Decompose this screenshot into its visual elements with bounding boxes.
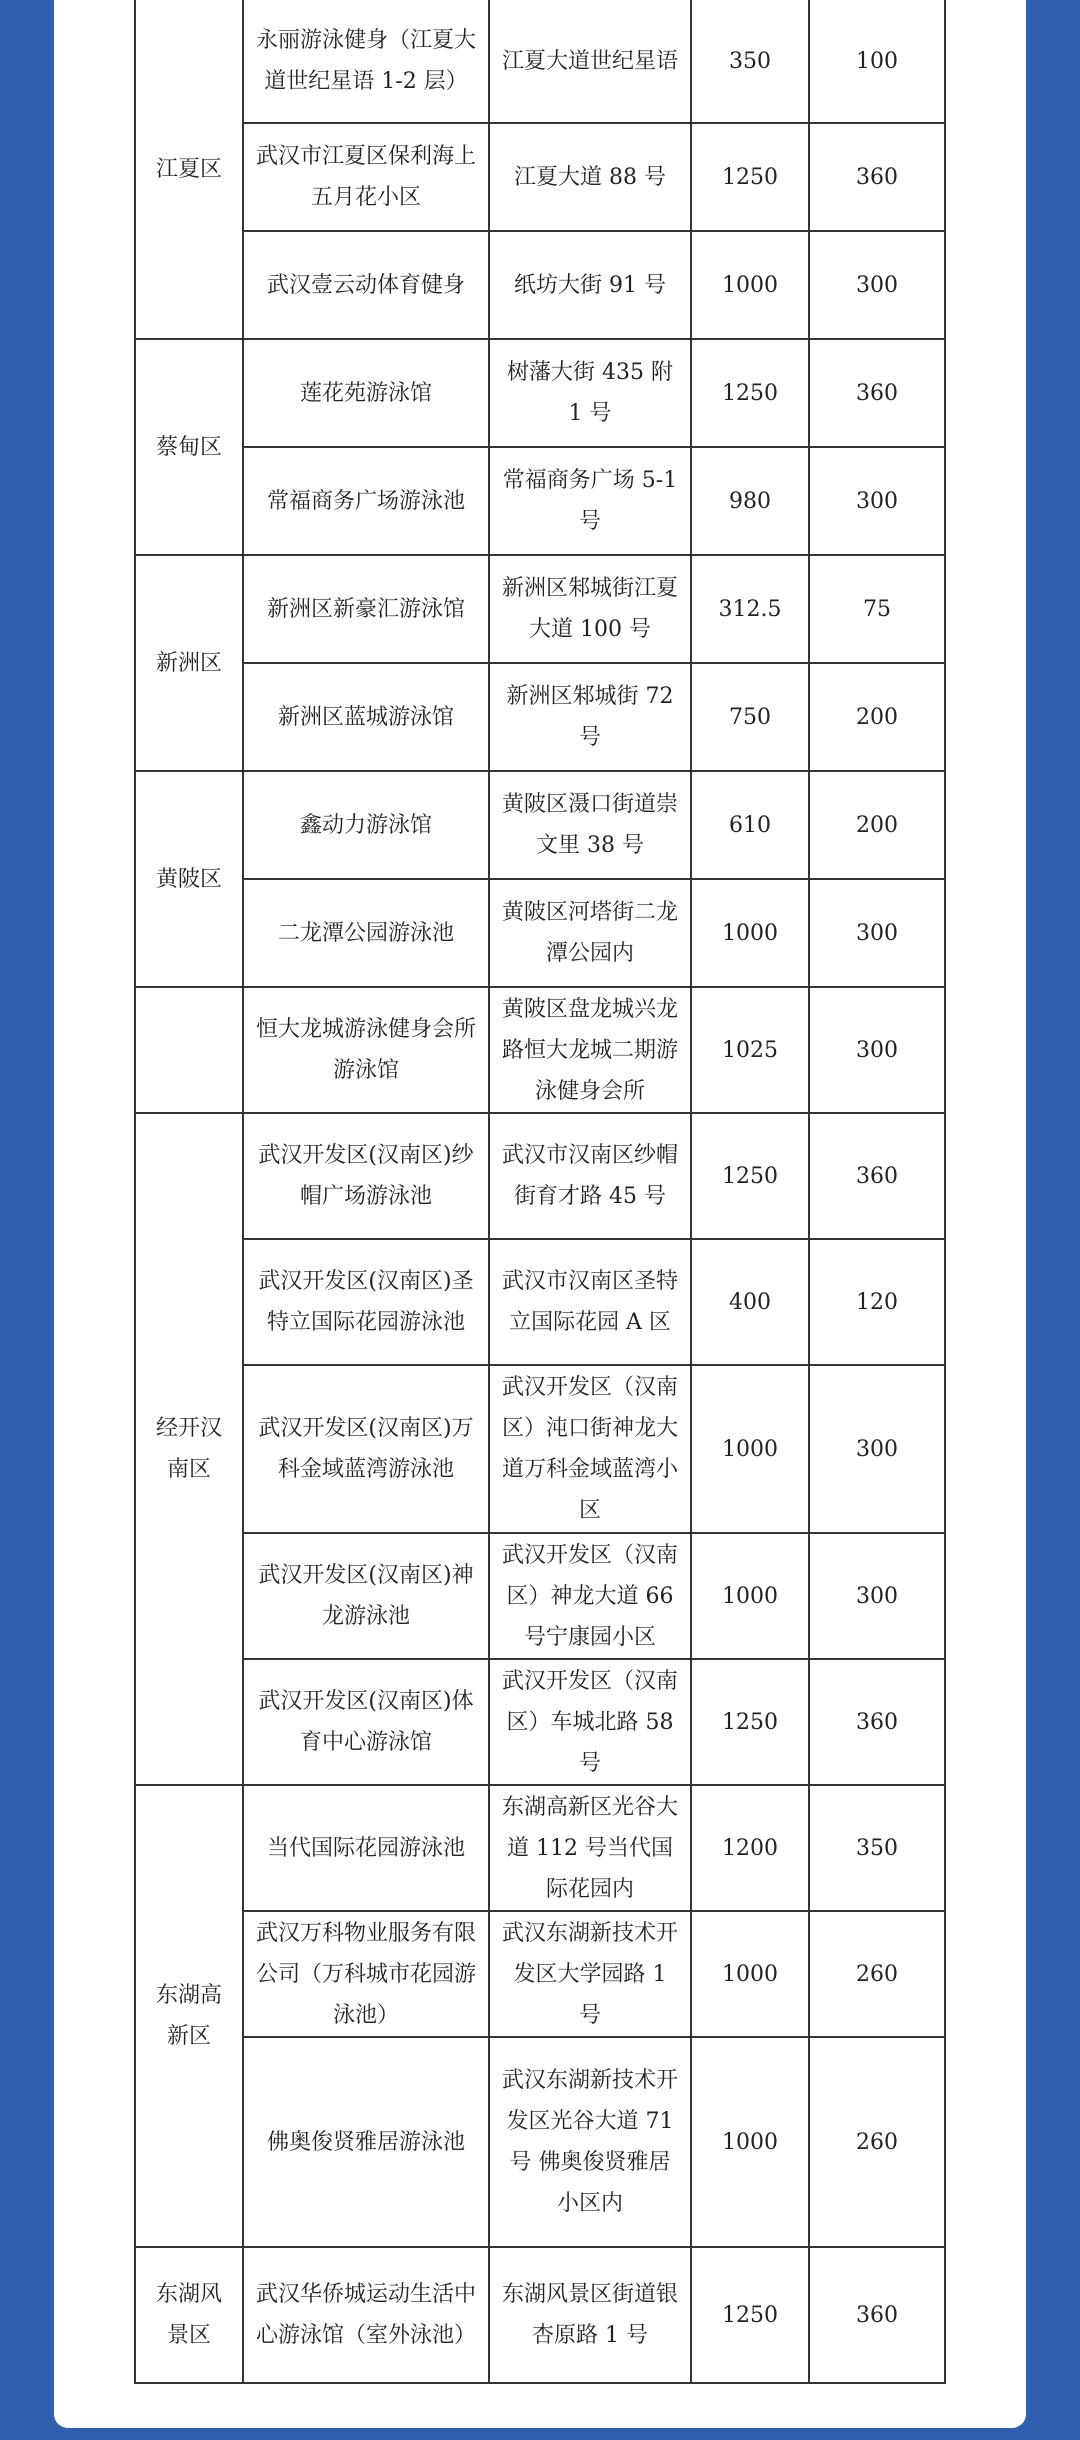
- district-cell: 东湖风景区: [135, 2247, 243, 2383]
- pool-name-cell: 武汉华侨城运动生活中心游泳馆（室外泳池）: [243, 2247, 489, 2383]
- capacity-cell: 200: [809, 663, 945, 771]
- pool-name-cell: 永丽游泳健身（江夏大道世纪星语 1-2 层）: [243, 0, 489, 123]
- capacity-cell: 200: [809, 771, 945, 879]
- table-row: [135, 663, 945, 771]
- area-cell: 1000: [691, 1911, 809, 2037]
- capacity-cell: 360: [809, 2247, 945, 2383]
- address-cell: 武汉东湖新技术开发区大学园路 1 号: [489, 1911, 691, 2037]
- address-cell: 黄陂区滠口街道崇文里 38 号: [489, 771, 691, 879]
- table-row: [135, 1659, 945, 1785]
- pool-name-cell: 武汉开发区(汉南区)神龙游泳池: [243, 1533, 489, 1659]
- area-cell: 750: [691, 663, 809, 771]
- address-cell: 东湖高新区光谷大道 112 号当代国际花园内: [489, 1785, 691, 1911]
- pool-name-cell: 新洲区新豪汇游泳馆: [243, 555, 489, 663]
- area-cell: 1250: [691, 123, 809, 231]
- pool-name-cell: 新洲区蓝城游泳馆: [243, 663, 489, 771]
- capacity-cell: 300: [809, 987, 945, 1113]
- pool-name-cell: 莲花苑游泳馆: [243, 339, 489, 447]
- table-row: [135, 987, 945, 1113]
- area-cell: 1000: [691, 1533, 809, 1659]
- pool-name-cell: 鑫动力游泳馆: [243, 771, 489, 879]
- district-cell: [135, 987, 243, 1113]
- pool-name-cell: 武汉开发区(汉南区)体育中心游泳馆: [243, 1659, 489, 1785]
- address-cell: 武汉东湖新技术开发区光谷大道 71 号 佛奥俊贤雅居小区内: [489, 2037, 691, 2247]
- table-row: [135, 1911, 945, 2037]
- pool-name-cell: 二龙潭公园游泳池: [243, 879, 489, 987]
- table-row: [135, 339, 945, 447]
- pool-name-cell: 武汉市江夏区保利海上五月花小区: [243, 123, 489, 231]
- table-body: [135, 0, 945, 2383]
- pool-name-cell: 常福商务广场游泳池: [243, 447, 489, 555]
- capacity-cell: 300: [809, 1365, 945, 1533]
- swimming-pool-table: [134, 0, 946, 2384]
- capacity-cell: 100: [809, 0, 945, 123]
- pool-name-cell: 武汉壹云动体育健身: [243, 231, 489, 339]
- capacity-cell: 360: [809, 1113, 945, 1239]
- table-row: [135, 1533, 945, 1659]
- pool-name-cell: 武汉开发区(汉南区)纱帽广场游泳池: [243, 1113, 489, 1239]
- pool-name-cell: 武汉开发区(汉南区)万科金域蓝湾游泳池: [243, 1365, 489, 1533]
- area-cell: 1250: [691, 1113, 809, 1239]
- pool-name-cell: 恒大龙城游泳健身会所游泳馆: [243, 987, 489, 1113]
- table-row: [135, 879, 945, 987]
- area-cell: 610: [691, 771, 809, 879]
- address-cell: 黄陂区河塔街二龙潭公园内: [489, 879, 691, 987]
- capacity-cell: 260: [809, 1911, 945, 2037]
- area-cell: 1250: [691, 2247, 809, 2383]
- table-row: [135, 1113, 945, 1239]
- district-cell: 江夏区: [135, 0, 243, 339]
- capacity-cell: 300: [809, 879, 945, 987]
- district-cell: 黄陂区: [135, 771, 243, 987]
- table-row: [135, 1785, 945, 1911]
- area-cell: 980: [691, 447, 809, 555]
- address-cell: 黄陂区盘龙城兴龙路恒大龙城二期游泳健身会所: [489, 987, 691, 1113]
- area-cell: 1250: [691, 339, 809, 447]
- address-cell: 江夏大道世纪星语: [489, 0, 691, 123]
- pool-name-cell: 当代国际花园游泳池: [243, 1785, 489, 1911]
- area-cell: 1000: [691, 2037, 809, 2247]
- address-cell: 武汉开发区（汉南区）神龙大道 66 号宁康园小区: [489, 1533, 691, 1659]
- capacity-cell: 260: [809, 2037, 945, 2247]
- capacity-cell: 360: [809, 339, 945, 447]
- table-row: [135, 771, 945, 879]
- pool-name-cell: 武汉万科物业服务有限公司（万科城市花园游泳池）: [243, 1911, 489, 2037]
- table-row: [135, 1365, 945, 1533]
- address-cell: 东湖风景区街道银杏原路 1 号: [489, 2247, 691, 2383]
- address-cell: 武汉开发区（汉南区）车城北路 58 号: [489, 1659, 691, 1785]
- capacity-cell: 300: [809, 231, 945, 339]
- area-cell: 1000: [691, 231, 809, 339]
- area-cell: 312.5: [691, 555, 809, 663]
- district-cell: 蔡甸区: [135, 339, 243, 555]
- capacity-cell: 360: [809, 123, 945, 231]
- address-cell: 树藩大街 435 附 1 号: [489, 339, 691, 447]
- address-cell: 纸坊大街 91 号: [489, 231, 691, 339]
- area-cell: 1000: [691, 879, 809, 987]
- address-cell: 江夏大道 88 号: [489, 123, 691, 231]
- capacity-cell: 300: [809, 1533, 945, 1659]
- table-row: [135, 447, 945, 555]
- capacity-cell: 360: [809, 1659, 945, 1785]
- pool-name-cell: 佛奥俊贤雅居游泳池: [243, 2037, 489, 2247]
- table-row: [135, 1239, 945, 1365]
- area-cell: 1000: [691, 1365, 809, 1533]
- table-row: [135, 123, 945, 231]
- capacity-cell: 300: [809, 447, 945, 555]
- address-cell: 武汉开发区（汉南区）沌口街神龙大道万科金域蓝湾小区: [489, 1365, 691, 1533]
- district-cell: 新洲区: [135, 555, 243, 771]
- address-cell: 新洲区邾城街江夏大道 100 号: [489, 555, 691, 663]
- area-cell: 1250: [691, 1659, 809, 1785]
- address-cell: 武汉市汉南区圣特立国际花园 A 区: [489, 1239, 691, 1365]
- area-cell: 400: [691, 1239, 809, 1365]
- district-cell: 经开汉南区: [135, 1113, 243, 1785]
- table-row: [135, 2037, 945, 2247]
- table-row: [135, 2247, 945, 2383]
- pool-name-cell: 武汉开发区(汉南区)圣特立国际花园游泳池: [243, 1239, 489, 1365]
- table-row: [135, 555, 945, 663]
- capacity-cell: 350: [809, 1785, 945, 1911]
- table-row: [135, 231, 945, 339]
- address-cell: 武汉市汉南区纱帽街育才路 45 号: [489, 1113, 691, 1239]
- area-cell: 350: [691, 0, 809, 123]
- area-cell: 1200: [691, 1785, 809, 1911]
- capacity-cell: 120: [809, 1239, 945, 1365]
- table-row: [135, 0, 945, 123]
- capacity-cell: 75: [809, 555, 945, 663]
- address-cell: 常福商务广场 5-1 号: [489, 447, 691, 555]
- area-cell: 1025: [691, 987, 809, 1113]
- district-cell: 东湖高新区: [135, 1785, 243, 2247]
- address-cell: 新洲区邾城街 72 号: [489, 663, 691, 771]
